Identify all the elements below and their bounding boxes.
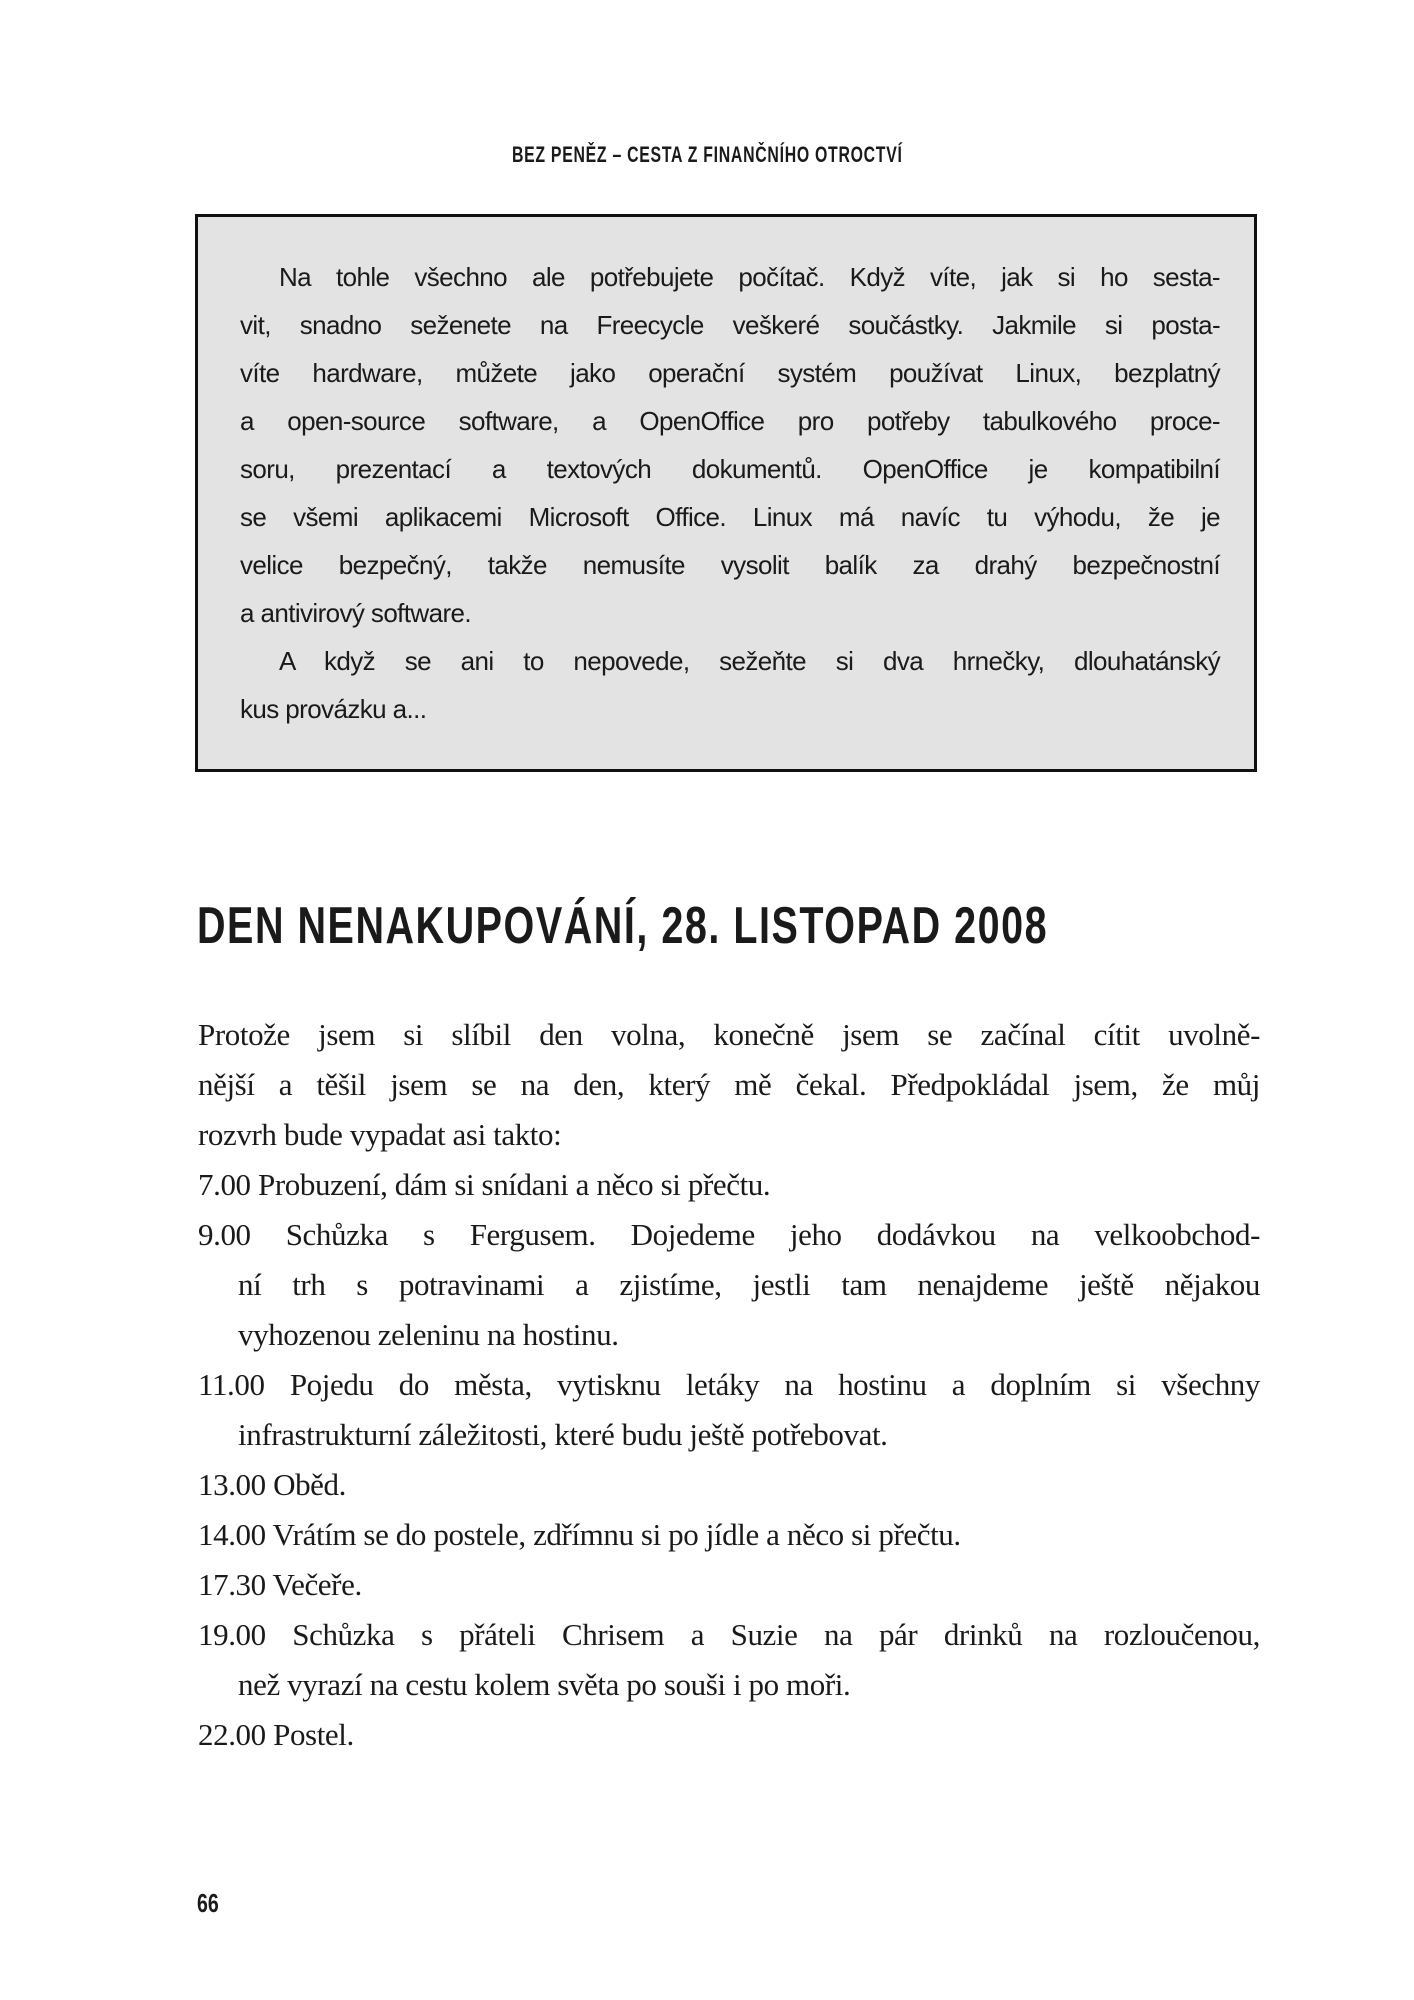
box-line: vit, snadno seženete na Freecycle veškeré součástky. Jakmile si posta- bbox=[240, 310, 1220, 340]
section-heading bbox=[197, 896, 1317, 956]
box-line: víte hardware, můžete jako operační systém používat Linux, bezplatný bbox=[240, 358, 1220, 388]
box-line: Na tohle všechno ale potřebujete počítač. Když víte, jak si ho sesta- bbox=[279, 262, 1220, 292]
sidebar-box bbox=[195, 214, 1257, 772]
schedule-item: 22.00 Postel. bbox=[198, 1717, 354, 1752]
page-number-text: 66 bbox=[197, 1888, 219, 1918]
schedule-item-cont: vyhozenou zeleninu na hostinu. bbox=[238, 1317, 619, 1352]
box-line: a antivirový software. bbox=[240, 598, 472, 628]
box-line: se všemi aplikacemi Microsoft Office. Linux má navíc tu výhodu, že je bbox=[240, 502, 1220, 532]
schedule-item: 14.00 Vrátím se do postele, zdřímnu si po jídle a něco si přečtu. bbox=[198, 1517, 961, 1552]
body-line: rozvrh bude vypadat asi takto: bbox=[198, 1117, 562, 1152]
schedule-item: 17.30 Večeře. bbox=[198, 1567, 362, 1602]
box-line: a open-source software, a OpenOffice pro potřeby tabulkového proce- bbox=[240, 406, 1220, 436]
schedule-item: 11.00 Pojedu do města, vytisknu letáky na hostinu a doplním si všechny bbox=[198, 1367, 1260, 1402]
schedule-item: 19.00 Schůzka s přáteli Chrisem a Suzie na pár drinků na rozloučenou, bbox=[198, 1617, 1260, 1652]
schedule-item-cont: ní trh s potravinami a zjistíme, jestli tam nenajdeme ještě nějakou bbox=[238, 1267, 1260, 1302]
schedule-item: 9.00 Schůzka s Fergusem. Dojedeme jeho dodávkou na velkoobchod- bbox=[198, 1217, 1260, 1252]
running-head bbox=[0, 142, 1414, 168]
running-head-text: BEZ PENĚZ – CESTA Z FINANČNÍHO OTROCTVÍ bbox=[511, 142, 903, 167]
schedule-item: 13.00 Oběd. bbox=[198, 1467, 346, 1502]
schedule-item-cont: infrastrukturní záležitosti, které budu ještě potřebovat. bbox=[238, 1417, 888, 1452]
schedule-item-cont: než vyrazí na cestu kolem světa po souši i po moři. bbox=[238, 1667, 851, 1702]
box-line: kus provázku a... bbox=[240, 694, 427, 724]
body-line: nější a těšil jsem se na den, který mě čekal. Předpokládal jsem, že můj bbox=[198, 1067, 1260, 1102]
body-line: Protože jsem si slíbil den volna, konečně jsem se začínal cítit uvolně- bbox=[198, 1017, 1260, 1052]
page-number bbox=[197, 1888, 226, 1919]
schedule-item: 7.00 Probuzení, dám si snídani a něco si přečtu. bbox=[198, 1167, 771, 1202]
box-line: soru, prezentací a textových dokumentů. OpenOffice je kompatibilní bbox=[240, 454, 1220, 484]
box-line: A když se ani to nepovede, sežeňte si dva hrnečky, dlouhatánský bbox=[279, 646, 1220, 676]
box-line: velice bezpečný, takže nemusíte vysolit balík za drahý bezpečnostní bbox=[240, 550, 1220, 580]
section-heading-text: DEN NENAKUPOVÁNÍ, 28. LISTOPAD 2008 bbox=[197, 897, 1049, 955]
